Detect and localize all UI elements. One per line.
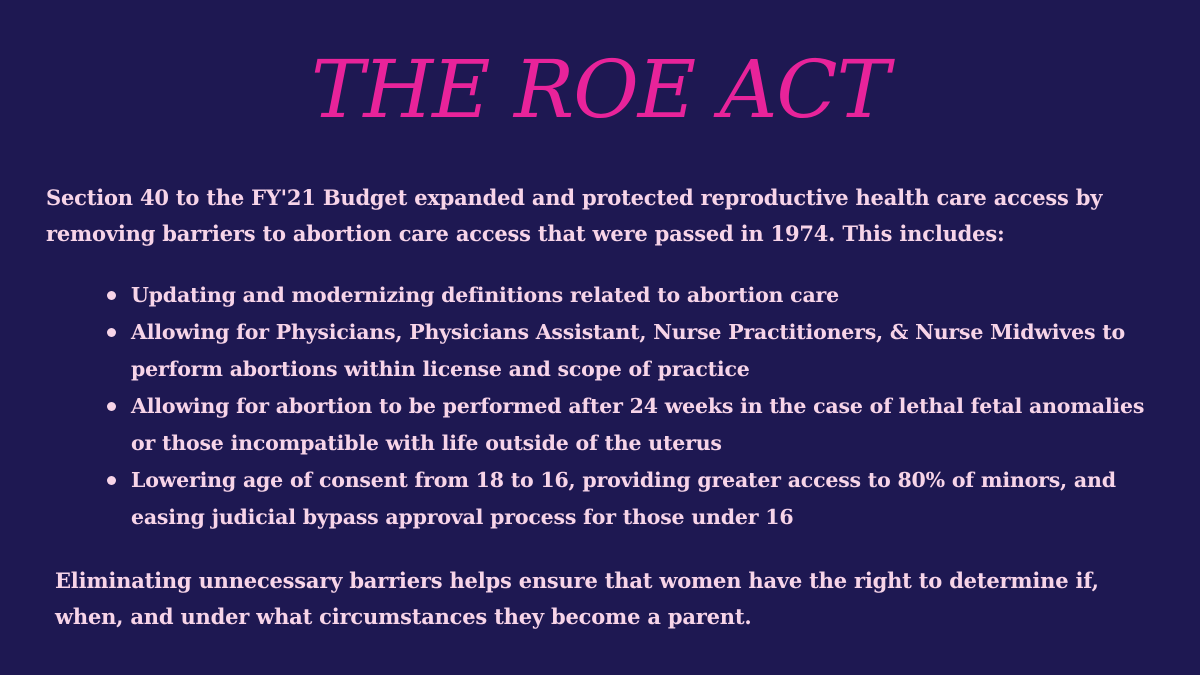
bullet-list xyxy=(105,277,1145,536)
bullet-icon xyxy=(107,402,116,411)
bullet-icon xyxy=(107,476,116,485)
list-item xyxy=(105,388,1145,462)
intro-paragraph: Section 40 to the FY'21 Budget expanded and protected reproductive health care access by removing barriers to abortion care access that were passed in 1974. This includes: xyxy=(46,185,1103,246)
list-item xyxy=(105,462,1145,536)
slide-title: THE ROE ACT xyxy=(311,43,889,136)
list-item xyxy=(105,277,1145,314)
bullet-text: Lowering age of consent from 18 to 16, providing greater access to 80% of minors, and easing judicial bypass approval process for those under 16 xyxy=(131,468,1116,529)
bullet-icon xyxy=(107,328,116,337)
bullet-text: Updating and modernizing definitions related to abortion care xyxy=(131,283,839,307)
bullet-icon xyxy=(107,291,116,300)
bullet-text: Allowing for abortion to be performed after 24 weeks in the case of lethal fetal anomalies or those incompatible with life outside of the uterus xyxy=(131,394,1145,455)
bullet-text: Allowing for Physicians, Physicians Assistant, Nurse Practitioners, & Nurse Midwives to perform abortions within license and scope of practice xyxy=(131,320,1125,381)
list-item xyxy=(105,314,1145,388)
closing-paragraph: Eliminating unnecessary barriers helps ensure that women have the right to determine if, when, and under what circumstances they become a parent. xyxy=(55,568,1099,629)
